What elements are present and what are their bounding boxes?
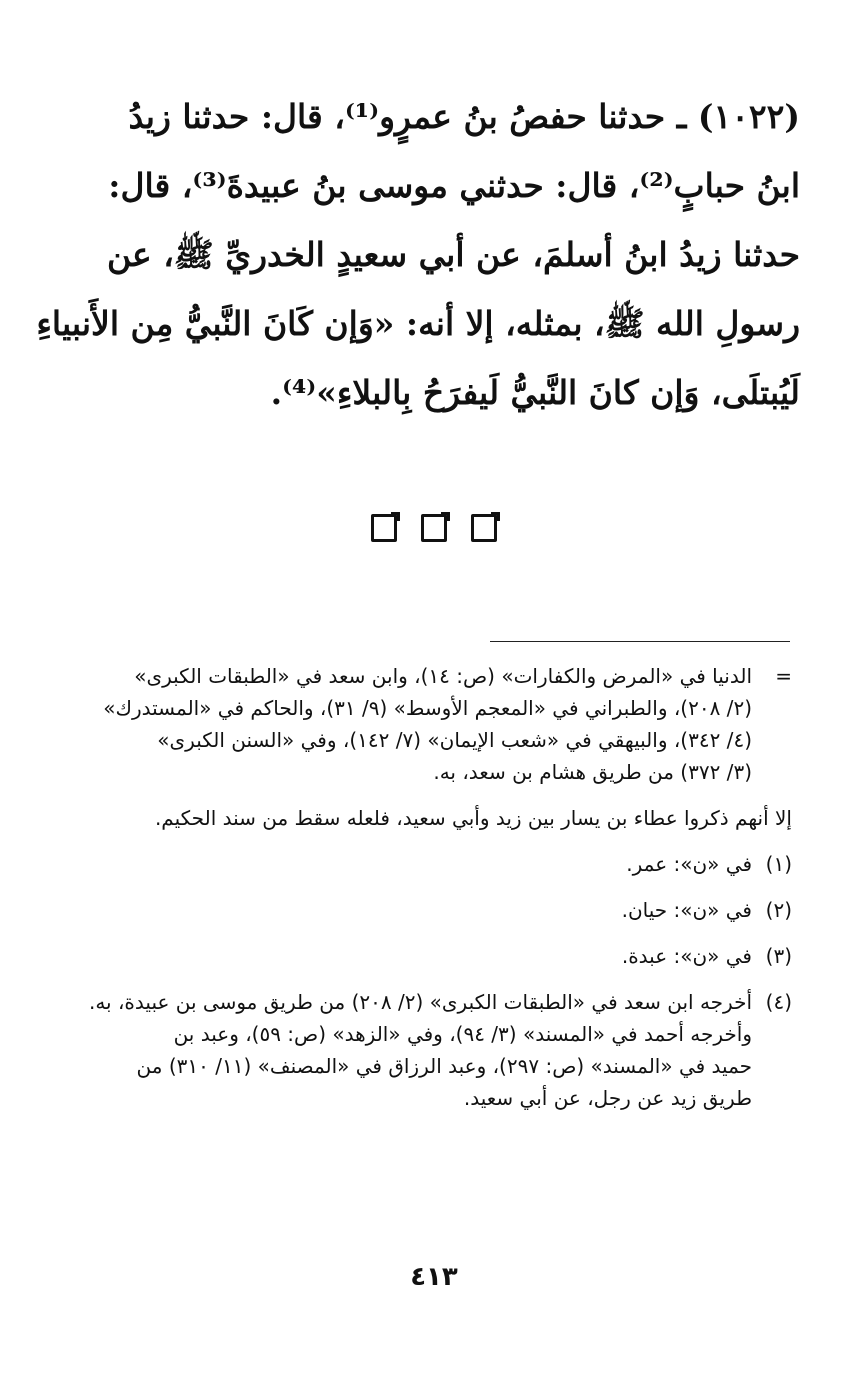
hadith-line-4: رسولِ الله ﷺ، بمثله، إلا أنه: «وَإن كَانَ النَّبيُّ مِن الأَنبياءِ <box>36 304 800 343</box>
hadith-line-1: (١٠٢٢) ـ حدثنا حفصُ بنُ عمرٍو⁽¹⁾، قال: حدثنا زيدُ <box>128 97 800 136</box>
hadith-line-2: ابنُ حبابٍ⁽²⁾، قال: حدثني موسى بنُ عبيدةَ⁽³⁾، قال: <box>108 166 800 205</box>
ornament-square-icon <box>421 514 447 542</box>
footnote-marker: (١) <box>765 852 792 876</box>
footnote-continuation <box>80 660 792 788</box>
footnote-line: حميد في «المسند» (ص: ٢٩٧)، وعبد الرزاق في «المصنف» (١١/ ٣١٠) من <box>136 1054 752 1078</box>
footnote-line: في «ن»: عبدة. <box>621 944 752 968</box>
footnote-4 <box>80 986 792 1114</box>
ornament-square-icon <box>471 514 497 542</box>
footnote-line: (٤/ ٣٤٢)، والبيهقي في «شعب الإيمان» (٧/ ١٤٢)، وفي «السنن الكبرى» <box>157 728 752 752</box>
footnote-marker: (٤) <box>765 990 792 1014</box>
section-separator <box>0 514 868 550</box>
footnote-3 <box>80 940 792 972</box>
hadith-text <box>36 82 800 427</box>
footnote-line: الدنيا في «المرض والكفارات» (ص: ١٤)، وابن سعد في «الطبقات الكبرى» <box>134 664 752 688</box>
footnote-marker: (٣) <box>765 944 792 968</box>
footnote-marker: (٢) <box>765 898 792 922</box>
page-number: ٤١٣ <box>410 1262 458 1292</box>
footnote-line: (٣/ ٣٧٢) من طريق هشام بن سعد، به. <box>433 760 752 784</box>
footnote-note: إلا أنهم ذكروا عطاء بن يسار بين زيد وأبي سعيد، فلعله سقط من سند الحكيم. <box>154 806 792 830</box>
footnote-line: في «ن»: عمر. <box>626 852 752 876</box>
ornament-square-icon <box>371 514 397 542</box>
footnotes <box>80 660 792 1128</box>
footnote-line: أخرجه ابن سعد في «الطبقات الكبرى» (٢/ ٢٠٨) من طريق موسى بن عبيدة، به. <box>88 990 752 1014</box>
hadith-line-5: لَيُبتلَى، وَإن كانَ النَّبيُّ لَيفرَحُ بِالبلاءِ»⁽⁴⁾. <box>270 373 800 412</box>
continuation-marker: = <box>775 664 792 688</box>
hadith-line-3: حدثنا زيدُ ابنُ أسلمَ، عن أبي سعيدٍ الخدريِّ ﷺ، عن <box>106 235 800 274</box>
footnote-2 <box>80 894 792 926</box>
footnote-1 <box>80 848 792 880</box>
footnote-line: (٢/ ٢٠٨)، والطبراني في «المعجم الأوسط» (٩/ ٣١)، والحاكم في «المستدرك» <box>103 696 752 720</box>
footnote-line: وأخرجه أحمد في «المسند» (٣/ ٩٤)، وفي «الزهد» (ص: ٥٩)، وعبد بن <box>173 1022 752 1046</box>
footnote-line: طريق زيد عن رجل، عن أبي سعيد. <box>463 1086 752 1110</box>
footnote-line: في «ن»: حيان. <box>621 898 752 922</box>
footnote-rule <box>490 641 790 642</box>
